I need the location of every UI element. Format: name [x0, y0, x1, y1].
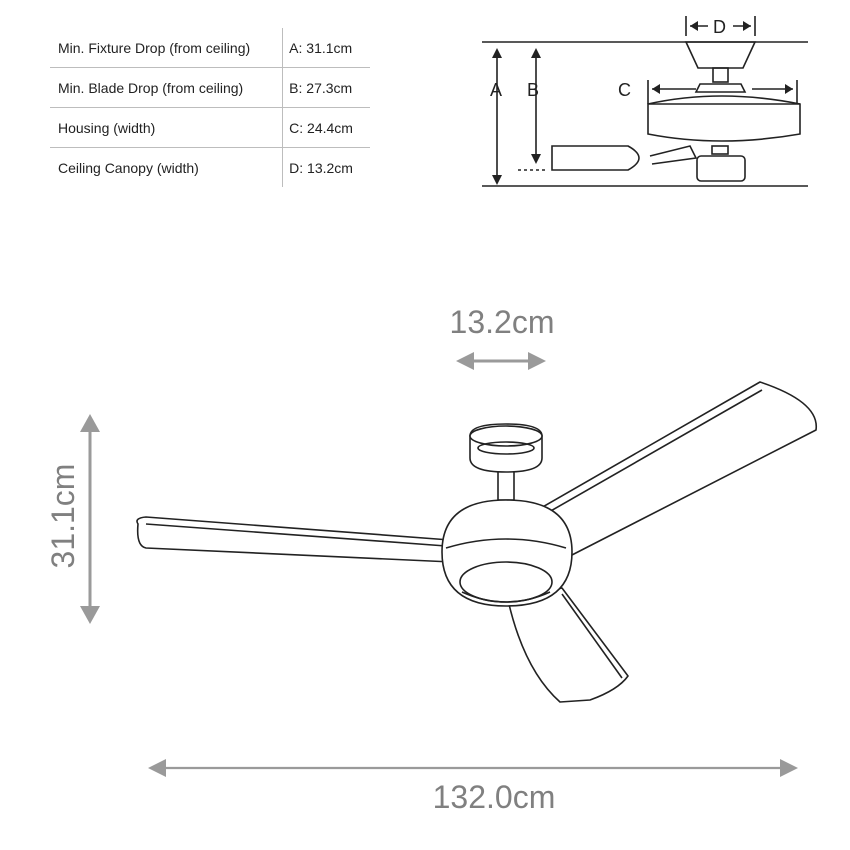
spec-value: D: 13.2cm: [289, 159, 353, 176]
housing-shape: [648, 96, 800, 141]
canopy-shape: [686, 42, 755, 68]
spec-label: Ceiling Canopy (width): [50, 148, 283, 188]
spec-row-canopy: [50, 148, 370, 188]
span-dimension-label: 132.0cm: [432, 779, 556, 815]
spec-row-blade-drop: [50, 68, 370, 108]
label-b: B: [527, 80, 540, 100]
canopy-dimension-label: 13.2cm: [449, 304, 555, 340]
spec-table: [50, 28, 370, 187]
spec-row-housing: [50, 108, 370, 148]
label-d: D: [713, 17, 726, 37]
downrod: [713, 68, 728, 82]
spec-value: C: 24.4cm: [283, 108, 370, 148]
spec-label: Housing (width): [50, 108, 283, 148]
spec-value: B: 27.3cm: [283, 68, 370, 108]
side-view-diagram: [470, 8, 820, 198]
label-c: C: [618, 80, 631, 100]
spec-label: Min. Fixture Drop (from ceiling): [50, 28, 283, 68]
height-dimension-label: 31.1cm: [45, 463, 81, 569]
spec-label: Min. Blade Drop (from ceiling): [50, 68, 283, 108]
spec-row-fixture-drop: [50, 28, 370, 68]
fan-blade-left: [137, 517, 452, 562]
blade-side-shape: [552, 146, 639, 170]
spec-value: A: 31.1cm: [283, 28, 370, 68]
label-a: A: [490, 80, 503, 100]
main-view-diagram: [0, 290, 850, 830]
light-housing-side: [697, 156, 745, 181]
